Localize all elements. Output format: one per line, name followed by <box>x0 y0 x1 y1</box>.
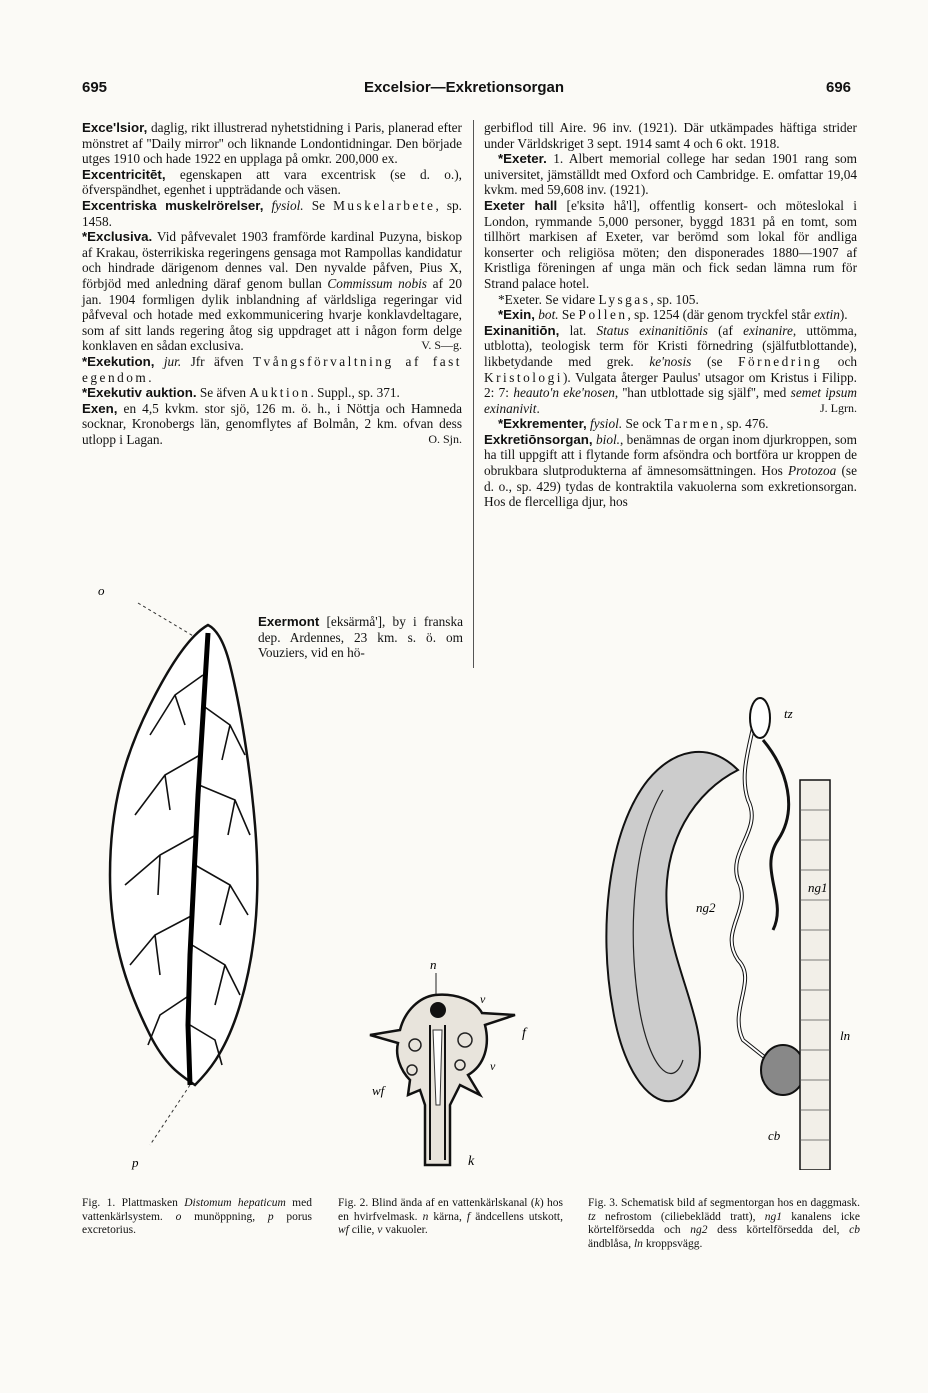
fig3-label-ng2: ng2 <box>696 900 716 915</box>
entry-exkretionsorgan: Exkretiōnsorgan, biol., benämnas de organ inom djurkroppen, som ha till uppgift att i flytande form afsöndra och bortföra ur kroppen de obrukbara slutprodukterna af ämnesomsättningen. Hos Protozoa (se d. o., sp. 429) tydas de kontraktila vakuolerna som exkretionsorgan. Hos de flercelliga djur, hos <box>484 431 857 510</box>
fig3-label-cb: cb <box>768 1128 781 1143</box>
entry-exen: Exen, en 4,5 kvkm. stor sjö, 126 m. ö. h., i Nöttja och Hamneda socknar, Kronobergs län, genomflytes af Bolmån, 2 km. ofvan dess utlopp i Lagan. O. Sjn. <box>82 400 462 447</box>
entry-excentriska: Excentriska muskelrörelser, fysiol. Se Muskelarbete, sp. 1458. <box>82 197 462 229</box>
entry-exekutiv-auktion: *Exekutiv auktion. Se äfven Auktion. Suppl., sp. 371. <box>82 385 400 401</box>
fig1-flatworm-illustration <box>90 585 340 1175</box>
entry-exeter-hall: Exeter hall [e'ksitə hå'l], offentlig konsert- och möteslokal i London, rymmande 5,000 personer, byggd 1831 på en tomt, som tillhört markisen af Exeter, var berömd som lokal för andliga konserter och religiösa möten; den disponerades 1880—1907 af Kristliga föreningen af unga män och fick sedan lämna rum för Strand palace hotel. <box>484 197 857 291</box>
left-page-number: 695 <box>82 79 108 96</box>
fig3-label-ln: ln <box>840 1028 851 1043</box>
right-page-number: 696 <box>826 79 852 96</box>
fig1-caption: Fig. 1. Plattmasken Distomum hepaticum med vattenkärlsystem. o munöppning, p porus excretorius. <box>82 1197 312 1236</box>
fig3-caption: Fig. 3. Schematisk bild af segmentorgan hos en daggmask. tz nefrostom (ciliebeklädd tratt), ng1 kanalens icke körtelförsedda och ng2 dess körtelförsedda del, cb ändblåsa, ln kroppsvägg. <box>588 1197 860 1250</box>
signature: V. S—g. <box>421 338 462 353</box>
fig3-label-tz: tz <box>784 706 793 721</box>
left-column <box>82 120 462 447</box>
fig3-label-ng1: ng1 <box>808 880 828 895</box>
entry-exclusiva: *Exclusiva. Vid påfvevalet 1903 framförde kardinal Puzyna, biskop af Krakau, österrikiska regeringens gensaga mot Rampollas kandidatur och hindrade därigenom dennes val. Den nyvalde påfven, Pius X, förbjöd med anledning däraf genom bullan Commissum nobis af 20 jan. 1904 formligen dylik inblandning af världsliga regeringar vid påfveval och hotade med exkommunicering hvarje konklavdeltagare, som af sitt lands regering åtog sig uppdraget att i någon form delge konklaven en sådan exclusiva. V. S—g. <box>82 229 463 354</box>
fig3-segmental-organ-illustration <box>588 680 873 1170</box>
fig2-caption: Fig. 2. Blind ända af en vattenkärlskanal (k) hos en hvirfvelmask. n kärna, f ändcellens utskott, wf cilie, v vakuoler. <box>338 1197 563 1236</box>
signature: J. Lgrn. <box>820 400 857 415</box>
fig2-label-v2: v <box>490 1059 496 1073</box>
entry-exekution: *Exekution, jur. Jfr äfven Tvångsförvaltning af fast egendom. <box>82 353 462 385</box>
entry-exeter: *Exeter. 1. Albert memorial college har sedan 1901 rang som universitet, jämställdt med Oxford och Cambridge. E. omfattar 19,04 kvkm. med 59,608 inv. (1921). <box>484 151 857 198</box>
fig2-label-wf: wf <box>372 1083 385 1098</box>
right-column <box>484 120 857 510</box>
fig1-label-p: p <box>132 1155 139 1170</box>
entry-exeter-gas: *Exeter. Se vidare Lysgas, sp. 105. <box>498 291 699 307</box>
page-running-title: Excelsior—Exkretionsorgan <box>363 79 565 96</box>
entry-exermont: Exermont [eksärmå'], by i franska dep. Ardennes, 23 km. s. ö. om Vouziers, vid en hö- <box>258 614 463 661</box>
fig1-label-o: o <box>98 585 105 598</box>
fig2-label-v1: v <box>480 992 486 1006</box>
fig2-label-n: n <box>430 957 437 972</box>
entry-continuation: gerbiflod till Aire. 96 inv. (1921). Där utkämpades häftiga strider under Världskriget 3 sept. 1914 samt 4 och 6 okt. 1918. <box>484 120 857 151</box>
entry-exkrementer: *Exkrementer, fysiol. Se ock Tarmen, sp. 476. <box>498 416 769 432</box>
fig2-flame-cell-illustration <box>350 955 550 1175</box>
entry-exin: *Exin, bot. Se Pollen, sp. 1254 (där genom tryckfel står extin). <box>498 307 848 323</box>
entry-excentricitet: Excentricitēt, egenskapen att vara excentrisk (se d. o.), öfverspändhet, egenhet i uppträdande och väsen. <box>82 166 462 198</box>
fig2-label-k: k <box>468 1154 475 1169</box>
signature: O. Sjn. <box>428 431 462 446</box>
fig2-label-f: f <box>522 1026 526 1041</box>
column-rule <box>473 120 474 668</box>
entry-exinanition: Exinanitiōn, lat. Status exinanitiōnis (af exinanire, uttömma, utblotta), teologisk term för Kristi förnedring (själfutblottande), likbetydande med grek. ke'nosis (se Förnedring och Kristologi). Vulgata återger Paulus' utsagor om Kristus i Filipp. 2: 7: heauto'n eke'nosen, ''han utblottade sig själf'', med semet ipsum exinanivit. J. Lgrn. <box>484 322 858 416</box>
entry-excelsior: Exce'lsior, daglig, rikt illustrerad nyhetstidning i Paris, planerad efter mönstret af ''Daily mirror'' och liknande Londontidningar. Den började utges 1910 och hade 1922 en upplaga på omkr. 200,000 ex. <box>82 120 462 167</box>
